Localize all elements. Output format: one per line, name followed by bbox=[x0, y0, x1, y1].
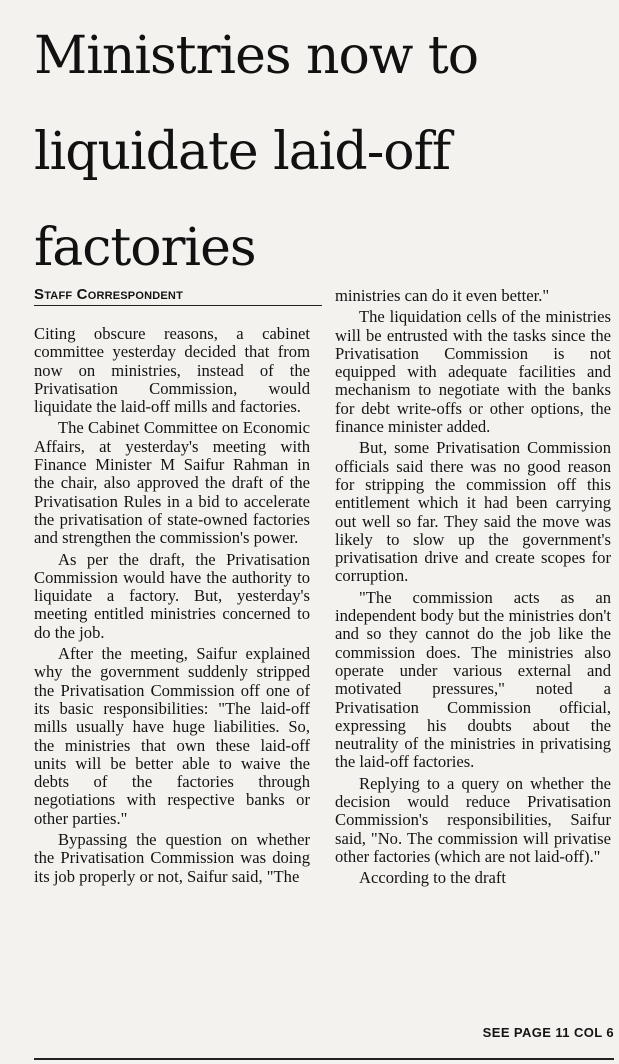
paragraph: Citing obscure reasons, a cabinet committee yesterday decided that from now on ministries, instead of the Privatisation Commission, would liquidate the laid-off mills and factories. bbox=[34, 324, 310, 417]
paragraph: After the meeting, Saifur explained why the government suddenly stripped the Privatisation Commission off one of its basic responsibilities: "The laid-off mills usually have huge liabilities. So, the ministries that own these laid-off units will be better able to waive the debts of the factories through negotiations with respective banks or other parties." bbox=[34, 644, 310, 828]
paragraph: "The commission acts as an independent body but the ministries don't and so they cannot do the job like the commission does. The ministries also operate under various external and motivated pressures," noted a Privatisation Commission official, expressing his doubts about the neutrality of the ministries in privatising the laid-off factories. bbox=[335, 587, 611, 772]
headline-line: liquidate laid-off bbox=[34, 122, 451, 182]
paragraph: The Cabinet Committee on Economic Affairs, at yesterday's meeting with Finance Minister M Saifur Rahman in the chair, also approved the draft of the Privatisation Rules in a bid to accelerate the privatisation of state-owned factories and strengthen the commission's power. bbox=[34, 418, 310, 548]
paragraph: The liquidation cells of the ministries will be entrusted with the tasks since the Privatisation Commission is not equipped with adequate facilities and mechanism to negotiate with the banks for debt write-offs or other options, the finance minister added. bbox=[335, 307, 611, 437]
paragraph: As per the draft, the Privatisation Commission would have the authority to liquidate a factory. But, yesterday's meeting entitled ministries concerned to do the job. bbox=[34, 549, 310, 642]
byline: Staff Correspondent bbox=[34, 286, 322, 306]
headline-line: factories bbox=[34, 218, 256, 278]
paragraph: But, some Privatisation Commission officials said there was no good reason for stripping the commission off this entitlement which it had been carrying out well so far. They said the move was likely to slow up the government's privatisation drive and create scopes for corruption. bbox=[335, 438, 611, 586]
bottom-rule bbox=[34, 1058, 614, 1060]
paragraph: According to the draft bbox=[359, 868, 506, 888]
paragraph: Bypassing the question on whether the Privatisation Commission was doing its job properly or not, Saifur said, "The bbox=[34, 830, 310, 886]
continued-on-page-link: SEE PAGE 11 COL 6 bbox=[482, 1025, 614, 1040]
article-column-left bbox=[34, 325, 310, 889]
paragraph: Replying to a query on whether the decision would reduce Privatisation Commission's responsibilities, Saifur said, "No. The commission will privatise other factories (which are not laid-off)." bbox=[335, 773, 611, 866]
headline bbox=[34, 8, 614, 296]
headline-line: Ministries now to bbox=[34, 26, 479, 86]
article-column-right bbox=[335, 287, 611, 891]
paragraph: ministries can do it even better." bbox=[335, 286, 550, 305]
